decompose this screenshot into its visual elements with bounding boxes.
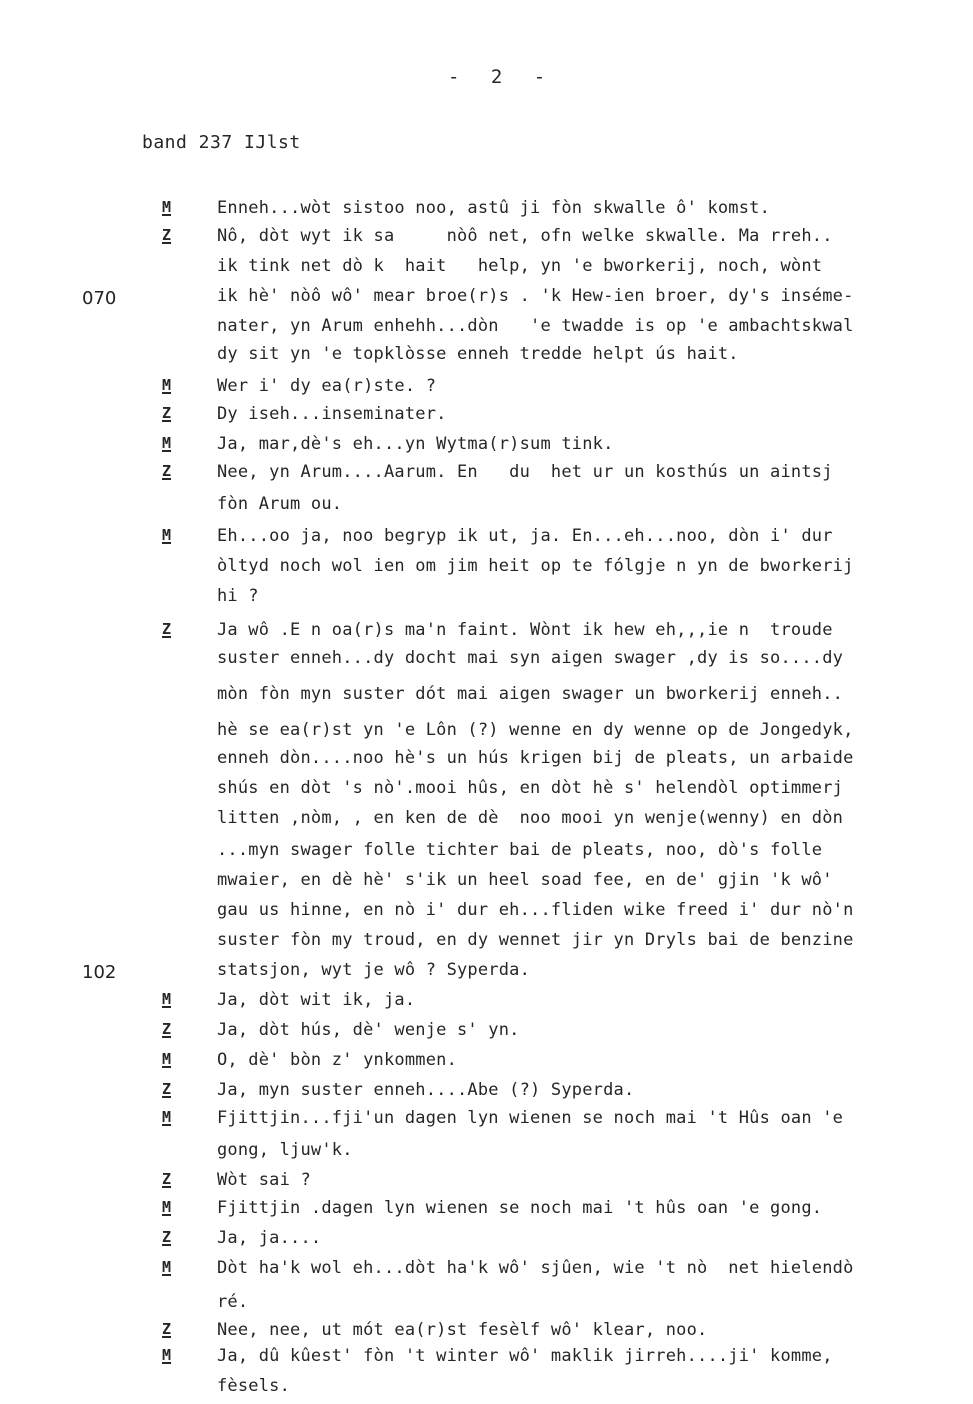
- utterance-text: Ja, dòt wit ik, ja.: [217, 990, 416, 1010]
- utterance-text: fòn Arum ou.: [217, 494, 343, 514]
- utterance-text: Ja wô .E n oa(r)s ma'n faint. Wònt ik hew eh,,,ie n troude: [217, 620, 833, 640]
- utterance-text: òltyd noch wol ien om jim heit op te fólgje n yn de bworkerij: [217, 556, 854, 576]
- utterance-text: Ja, myn suster enneh....Abe (?) Syperda.: [217, 1080, 635, 1100]
- utterance-text: nater, yn Arum enhehh...dòn 'e twadde is op 'e ambachtskwal: [217, 316, 854, 336]
- utterance-text: ...myn swager folle tichter bai de pleats, noo, dò's folle: [217, 840, 823, 860]
- speaker-label: Z: [162, 1170, 172, 1188]
- speaker-label: Z: [162, 1020, 172, 1038]
- utterance-text: litten ,nòm, , en ken de dè noo mooi yn wenje(wenny) en dòn: [217, 808, 844, 828]
- margin-line-number: 070: [82, 288, 117, 309]
- utterance-text: hè se ea(r)st yn 'e Lôn (?) wenne en dy wenne op de Jongedyk,: [217, 720, 854, 740]
- speaker-label: Z: [162, 620, 172, 638]
- utterance-text: mòn fòn myn suster dót mai aigen swager un bworkerij enneh..: [217, 684, 844, 704]
- utterance-text: Dòt ha'k wol eh...dòt ha'k wô' sjûen, wie 't nò net hielendò: [217, 1258, 854, 1278]
- speaker-label: Z: [162, 226, 172, 244]
- utterance-text: dy sit yn 'e topklòsse enneh tredde helpt ús hait.: [217, 344, 739, 364]
- utterance-text: Nee, nee, ut mót ea(r)st fesèlf wô' klear, noo.: [217, 1320, 708, 1340]
- speaker-label: M: [162, 1258, 172, 1276]
- utterance-text: Nee, yn Arum....Aarum. En du het ur un kosthús un aintsj: [217, 462, 833, 482]
- speaker-label: M: [162, 198, 172, 216]
- utterance-text: Ja, dòt hús, dè' wenje s' yn.: [217, 1020, 520, 1040]
- utterance-text: suster fòn my troud, en dy wennet jir yn Dryls bai de benzine: [217, 930, 854, 950]
- utterance-text: Ja, mar,dè's eh...yn Wytma(r)sum tink.: [217, 434, 614, 454]
- utterance-text: Ja, dû kûest' fòn 't winter wô' maklik jirreh....ji' komme,: [217, 1346, 833, 1366]
- speaker-label: Z: [162, 1320, 172, 1338]
- speaker-label: Z: [162, 404, 172, 422]
- speaker-label: M: [162, 1050, 172, 1068]
- utterance-text: ik tink net dò k hait help, yn 'e bworkerij, noch, wònt: [217, 256, 823, 276]
- utterance-text: Enneh...wòt sistoo noo, astû ji fòn skwalle ô' komst.: [217, 198, 771, 218]
- speaker-label: Z: [162, 1080, 172, 1098]
- utterance-text: enneh dòn....noo hè's un hús krigen bij de pleats, un arbaide: [217, 748, 854, 768]
- utterance-text: Wer i' dy ea(r)ste. ?: [217, 376, 437, 396]
- speaker-label: M: [162, 1198, 172, 1216]
- speaker-label: M: [162, 1108, 172, 1126]
- speaker-label: M: [162, 434, 172, 452]
- page-number: - 2 -: [448, 66, 556, 88]
- utterance-text: Dy iseh...inseminater.: [217, 404, 447, 424]
- utterance-text: Ja, ja....: [217, 1228, 322, 1248]
- utterance-text: gau us hinne, en nò i' dur eh...fliden wike freed i' dur nò'n: [217, 900, 854, 920]
- transcript-header: band 237 IJlst: [142, 132, 301, 153]
- utterance-text: Fjittjin .dagen lyn wienen se noch mai 't hûs oan 'e gong.: [217, 1198, 823, 1218]
- utterance-text: Nô, dòt wyt ik sa nòô net, ofn welke skwalle. Ma rreh..: [217, 226, 833, 246]
- utterance-text: suster enneh...dy docht mai syn aigen swager ,dy is so....dy: [217, 648, 844, 668]
- utterance-text: gong, ljuw'k.: [217, 1140, 353, 1160]
- speaker-label: Z: [162, 462, 172, 480]
- speaker-label: M: [162, 990, 172, 1008]
- utterance-text: mwaier, en dè hè' s'ik un heel soad fee, en de' gjin 'k wô': [217, 870, 833, 890]
- speaker-label: M: [162, 376, 172, 394]
- speaker-label: M: [162, 1346, 172, 1364]
- utterance-text: fèsels.: [217, 1376, 291, 1396]
- utterance-text: statsjon, wyt je wô ? Syperda.: [217, 960, 531, 980]
- utterance-text: ré.: [217, 1292, 249, 1312]
- speaker-label: Z: [162, 1228, 172, 1246]
- utterance-text: Fjittjin...fji'un dagen lyn wienen se noch mai 't Hûs oan 'e: [217, 1108, 844, 1128]
- margin-line-number: 102: [82, 962, 117, 983]
- utterance-text: ik hè' nòô wô' mear broe(r)s . 'k Hew-ien broer, dy's inséme-: [217, 286, 854, 306]
- utterance-text: shús en dòt 's nò'.mooi hûs, en dòt hè s' helendòl optimmerj: [217, 778, 844, 798]
- speaker-label: M: [162, 526, 172, 544]
- utterance-text: Eh...oo ja, noo begryp ik ut, ja. En...eh...noo, dòn i' dur: [217, 526, 833, 546]
- utterance-text: O, dè' bòn z' ynkommen.: [217, 1050, 458, 1070]
- utterance-text: hi ?: [217, 586, 259, 606]
- utterance-text: Wòt sai ?: [217, 1170, 311, 1190]
